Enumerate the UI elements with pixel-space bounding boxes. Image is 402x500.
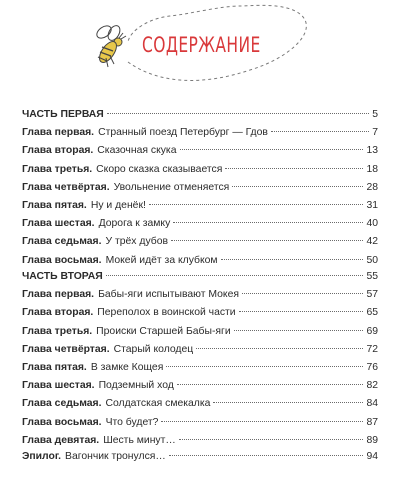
chapter-label: Глава седьмая. bbox=[22, 236, 102, 248]
page-number: 42 bbox=[366, 236, 378, 248]
toc-row-part[interactable] bbox=[22, 106, 378, 124]
chapter-title: Скоро сказка сказывается bbox=[96, 163, 223, 175]
chapter-label: Глава третья. bbox=[22, 325, 93, 337]
toc-row-epilogue[interactable] bbox=[22, 448, 378, 466]
chapter-label: Глава седьмая. bbox=[22, 398, 102, 410]
chapter-title: Странный поезд Петербург — Гдов bbox=[98, 127, 268, 139]
dot-leader bbox=[149, 204, 364, 205]
page-number: 5 bbox=[372, 109, 378, 120]
dot-leader bbox=[166, 366, 363, 367]
chapter-title: В замке Кощея bbox=[90, 361, 164, 373]
chapter-label: Глава четвёртая. bbox=[22, 181, 110, 193]
page-number: 28 bbox=[366, 181, 378, 193]
page-number: 65 bbox=[366, 307, 378, 319]
toc-row-chapter[interactable] bbox=[22, 215, 378, 233]
epilogue-label: Эпилог. bbox=[22, 451, 62, 462]
page-title: СОДЕРЖАНИЕ bbox=[142, 33, 261, 57]
dot-leader bbox=[221, 259, 364, 260]
bee-icon bbox=[82, 20, 142, 80]
chapter-title: Переполох в воинской части bbox=[97, 307, 236, 319]
toc-row-chapter[interactable] bbox=[22, 179, 378, 197]
chapter-label: Глава восьмая. bbox=[22, 254, 102, 266]
toc-epilogue bbox=[22, 448, 378, 466]
toc-part-two bbox=[22, 268, 378, 450]
toc-row-chapter[interactable] bbox=[22, 323, 378, 341]
chapter-label: Глава пятая. bbox=[22, 361, 87, 373]
dot-leader bbox=[232, 186, 363, 187]
dot-leader bbox=[242, 293, 363, 294]
chapter-title: Сказочная скука bbox=[97, 145, 177, 157]
toc-row-chapter[interactable] bbox=[22, 161, 378, 179]
dot-leader bbox=[173, 222, 363, 223]
dot-leader bbox=[239, 311, 364, 312]
toc-part-one bbox=[22, 106, 378, 270]
dot-leader bbox=[196, 348, 363, 349]
toc-row-chapter[interactable] bbox=[22, 377, 378, 395]
toc-row-chapter[interactable] bbox=[22, 286, 378, 304]
page-number: 13 bbox=[366, 145, 378, 157]
page-number: 55 bbox=[366, 271, 378, 282]
dot-leader bbox=[213, 402, 363, 403]
page-number: 76 bbox=[366, 361, 378, 373]
chapter-title: Мокей идёт за клубком bbox=[105, 254, 218, 266]
dot-leader bbox=[106, 275, 364, 276]
page-number: 94 bbox=[366, 451, 378, 462]
toc-row-chapter[interactable] bbox=[22, 395, 378, 413]
toc-row-chapter[interactable] bbox=[22, 414, 378, 432]
chapter-title: Дорога к замку bbox=[98, 218, 171, 230]
chapter-label: Глава вторая. bbox=[22, 145, 94, 157]
dot-leader bbox=[180, 149, 364, 150]
page-number: 31 bbox=[366, 199, 378, 211]
page-number: 82 bbox=[366, 380, 378, 392]
page-number: 84 bbox=[366, 398, 378, 410]
dot-leader bbox=[177, 384, 364, 385]
chapter-label: Глава шестая. bbox=[22, 218, 95, 230]
dot-leader bbox=[107, 113, 369, 114]
dot-leader bbox=[271, 131, 369, 132]
page-number: 40 bbox=[366, 218, 378, 230]
part-label: ЧАСТЬ ВТОРАЯ bbox=[22, 271, 103, 282]
chapter-title: Шесть минут… bbox=[103, 434, 176, 446]
chapter-title: Ну и денёк! bbox=[90, 199, 146, 211]
chapter-title: Солдатская смекалка bbox=[105, 398, 211, 410]
chapter-label: Глава первая. bbox=[22, 289, 95, 301]
page-number: 69 bbox=[366, 325, 378, 337]
part-label: ЧАСТЬ ПЕРВАЯ bbox=[22, 109, 104, 120]
toc-header bbox=[0, 0, 402, 100]
toc-row-chapter[interactable] bbox=[22, 341, 378, 359]
page-number: 89 bbox=[366, 434, 378, 446]
chapter-title: Подземный ход bbox=[98, 380, 174, 392]
chapter-label: Глава вторая. bbox=[22, 307, 94, 319]
page-number: 57 bbox=[366, 289, 378, 301]
page-number: 7 bbox=[372, 127, 378, 139]
toc-row-chapter[interactable] bbox=[22, 233, 378, 251]
epilogue-title: Вагончик тронулся… bbox=[65, 451, 166, 462]
chapter-label: Глава восьмая. bbox=[22, 416, 102, 428]
dot-leader bbox=[171, 240, 363, 241]
chapter-label: Глава первая. bbox=[22, 127, 95, 139]
toc-row-chapter[interactable] bbox=[22, 124, 378, 142]
chapter-title: Происки Старшей Бабы-яги bbox=[96, 325, 231, 337]
chapter-title: Что будет? bbox=[105, 416, 159, 428]
toc-row-chapter[interactable] bbox=[22, 252, 378, 270]
dot-leader bbox=[179, 439, 364, 440]
dot-leader bbox=[161, 421, 363, 422]
chapter-title: У трёх дубов bbox=[105, 236, 169, 248]
page-number: 50 bbox=[366, 254, 378, 266]
toc-row-chapter[interactable] bbox=[22, 142, 378, 160]
chapter-label: Глава третья. bbox=[22, 163, 93, 175]
toc-row-chapter[interactable] bbox=[22, 304, 378, 322]
toc-row-chapter[interactable] bbox=[22, 359, 378, 377]
chapter-label: Глава пятая. bbox=[22, 199, 87, 211]
chapter-title: Бабы-яги испытывают Мокея bbox=[98, 289, 239, 301]
toc-row-part[interactable] bbox=[22, 268, 378, 286]
dot-leader bbox=[234, 330, 364, 331]
page-number: 87 bbox=[366, 416, 378, 428]
chapter-title: Увольнение отменяется bbox=[113, 181, 230, 193]
dot-leader bbox=[169, 455, 364, 456]
page-number: 72 bbox=[366, 343, 378, 355]
toc-row-chapter[interactable] bbox=[22, 197, 378, 215]
chapter-title: Старый колодец bbox=[113, 343, 194, 355]
page-number: 18 bbox=[366, 163, 378, 175]
chapter-label: Глава четвёртая. bbox=[22, 343, 110, 355]
chapter-label: Глава девятая. bbox=[22, 434, 100, 446]
chapter-label: Глава шестая. bbox=[22, 380, 95, 392]
dot-leader bbox=[225, 168, 363, 169]
